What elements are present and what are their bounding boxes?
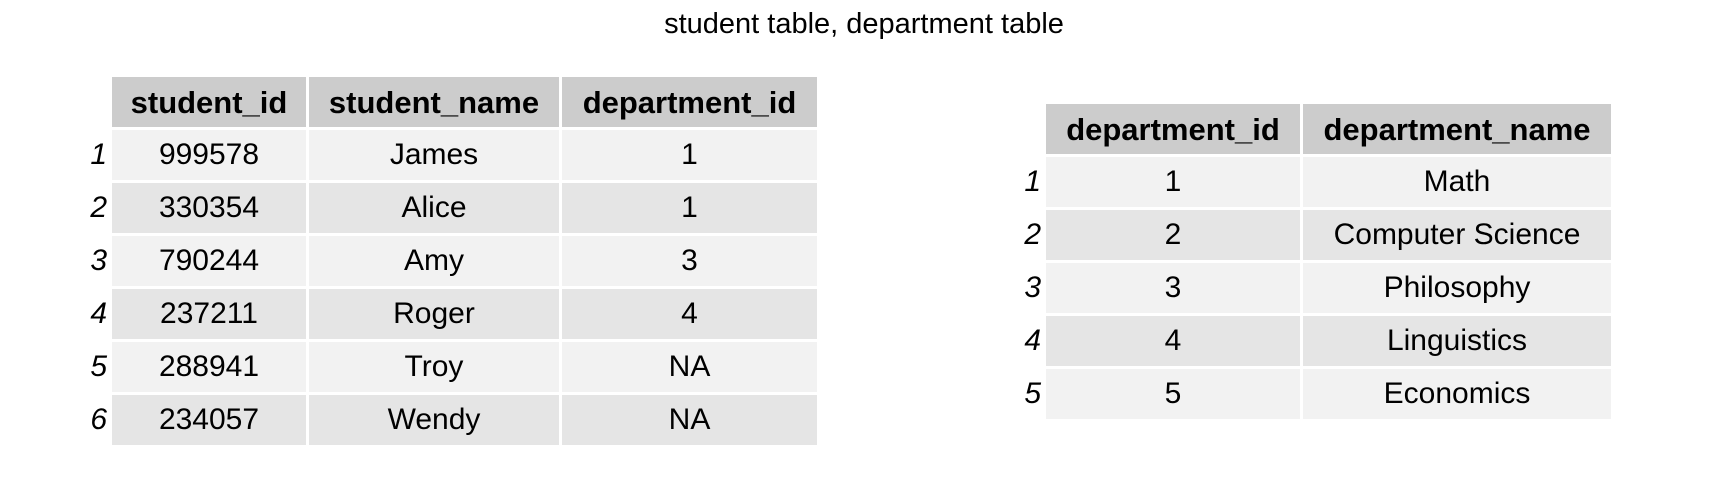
table-cell: 4 [562,289,817,339]
column-header: department_id [562,77,817,127]
table-row [87,130,817,180]
row-index: 5 [87,342,109,392]
row-index: 1 [87,130,109,180]
table-row [87,183,817,233]
table-cell: 999578 [112,130,306,180]
row-index: 6 [87,395,109,445]
table-cell: 1 [1046,157,1300,207]
row-index: 5 [1021,369,1043,419]
department-table [1018,101,1614,422]
table-row [1021,210,1611,260]
table-cell: Alice [309,183,559,233]
table-cell: Wendy [309,395,559,445]
table-row [1021,316,1611,366]
table-cell: 234057 [112,395,306,445]
table-cell: Computer Science [1303,210,1611,260]
table-cell: NA [562,395,817,445]
table-cell: Troy [309,342,559,392]
corner-cell [1021,104,1043,154]
row-index: 4 [87,289,109,339]
page-title: student table, department table [664,8,1064,40]
table-cell: Roger [309,289,559,339]
student-table [84,74,820,448]
header-row [1021,104,1611,154]
row-index: 2 [1021,210,1043,260]
column-header: department_id [1046,104,1300,154]
column-header: student_id [112,77,306,127]
table-cell: Amy [309,236,559,286]
column-header: department_name [1303,104,1611,154]
corner-cell [87,77,109,127]
table-row [1021,263,1611,313]
table-row [87,342,817,392]
table-cell: Economics [1303,369,1611,419]
header-row [87,77,817,127]
table-cell: 5 [1046,369,1300,419]
row-index: 4 [1021,316,1043,366]
table-cell: Philosophy [1303,263,1611,313]
row-index: 3 [87,236,109,286]
table-cell: 2 [1046,210,1300,260]
table-cell: NA [562,342,817,392]
table-cell: Linguistics [1303,316,1611,366]
table-row [1021,369,1611,419]
table-row [87,395,817,445]
table-row [87,236,817,286]
table-cell: 237211 [112,289,306,339]
column-header: student_name [309,77,559,127]
table-cell: 790244 [112,236,306,286]
table-cell: James [309,130,559,180]
table-row [1021,157,1611,207]
table-cell: 288941 [112,342,306,392]
row-index: 3 [1021,263,1043,313]
table-cell: 3 [1046,263,1300,313]
table-cell: 1 [562,130,817,180]
row-index: 1 [1021,157,1043,207]
table-row [87,289,817,339]
table-cell: 1 [562,183,817,233]
table-cell: 4 [1046,316,1300,366]
table-cell: 330354 [112,183,306,233]
row-index: 2 [87,183,109,233]
table-cell: 3 [562,236,817,286]
table-cell: Math [1303,157,1611,207]
